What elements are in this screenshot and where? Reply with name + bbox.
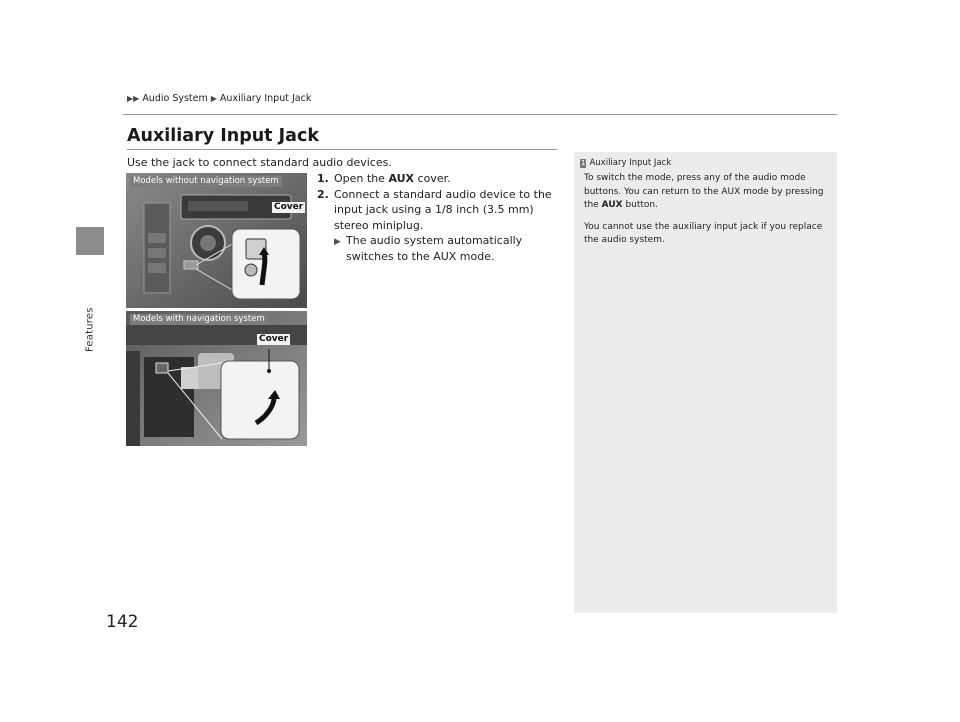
step-number: 2. bbox=[317, 187, 329, 201]
note-paragraph: You cannot use the auxiliary input jack if you replace the audio system. bbox=[584, 221, 823, 245]
result-text: The audio system automatically switches to the AUX mode. bbox=[346, 234, 523, 263]
breadcrumb-arrow-icon: ▶▶ bbox=[127, 94, 140, 103]
cover-callout-label: Cover bbox=[274, 202, 304, 212]
instruction-steps bbox=[317, 171, 562, 264]
header-divider bbox=[123, 114, 837, 115]
dashboard-photo-with-navigation bbox=[126, 311, 307, 446]
note-body bbox=[584, 172, 829, 256]
image-caption-with-navigation: Models with navigation system bbox=[130, 314, 268, 325]
aux-label: AUX bbox=[601, 200, 623, 210]
page-title: Auxiliary Input Jack bbox=[127, 126, 319, 146]
step-2 bbox=[317, 187, 562, 234]
note-title-text: Auxiliary Input Jack bbox=[589, 158, 672, 168]
step-text: Connect a standard audio device to the input jack using a 1/8 inch (3.5 mm) stereo miniplug. bbox=[334, 187, 552, 232]
note-number-badge: 1 bbox=[581, 158, 586, 167]
sidebar-note bbox=[574, 152, 837, 613]
step-number: 1. bbox=[317, 172, 329, 185]
image-caption-without-navigation: Models without navigation system bbox=[130, 176, 282, 187]
breadcrumb bbox=[127, 93, 311, 104]
breadcrumb-page: Auxiliary Input Jack bbox=[219, 93, 312, 104]
title-divider bbox=[127, 149, 557, 150]
aux-label: AUX bbox=[388, 172, 415, 185]
breadcrumb-arrow-icon: ▶ bbox=[210, 94, 217, 103]
dashboard-photo-without-navigation bbox=[126, 173, 307, 308]
cover-callout-label: Cover bbox=[259, 334, 289, 344]
note-title bbox=[580, 158, 671, 168]
step-text: Open the AUX cover. bbox=[334, 172, 451, 185]
dashboard-illustration bbox=[126, 173, 307, 308]
step-1 bbox=[317, 171, 562, 187]
result-arrow-icon: ▶ bbox=[334, 237, 341, 247]
page-number: 142 bbox=[106, 612, 139, 632]
breadcrumb-section[interactable]: Audio System bbox=[142, 93, 208, 104]
intro-text: Use the jack to connect standard audio devices. bbox=[127, 156, 392, 169]
section-tab-label: Features bbox=[84, 307, 96, 352]
section-tab-marker bbox=[76, 227, 104, 255]
step-result bbox=[334, 233, 562, 264]
note-paragraph: To switch the mode, press any of the audio mode buttons. You can return to the AUX mode by pressing the AUX button. bbox=[584, 173, 824, 210]
console-illustration bbox=[126, 311, 307, 446]
